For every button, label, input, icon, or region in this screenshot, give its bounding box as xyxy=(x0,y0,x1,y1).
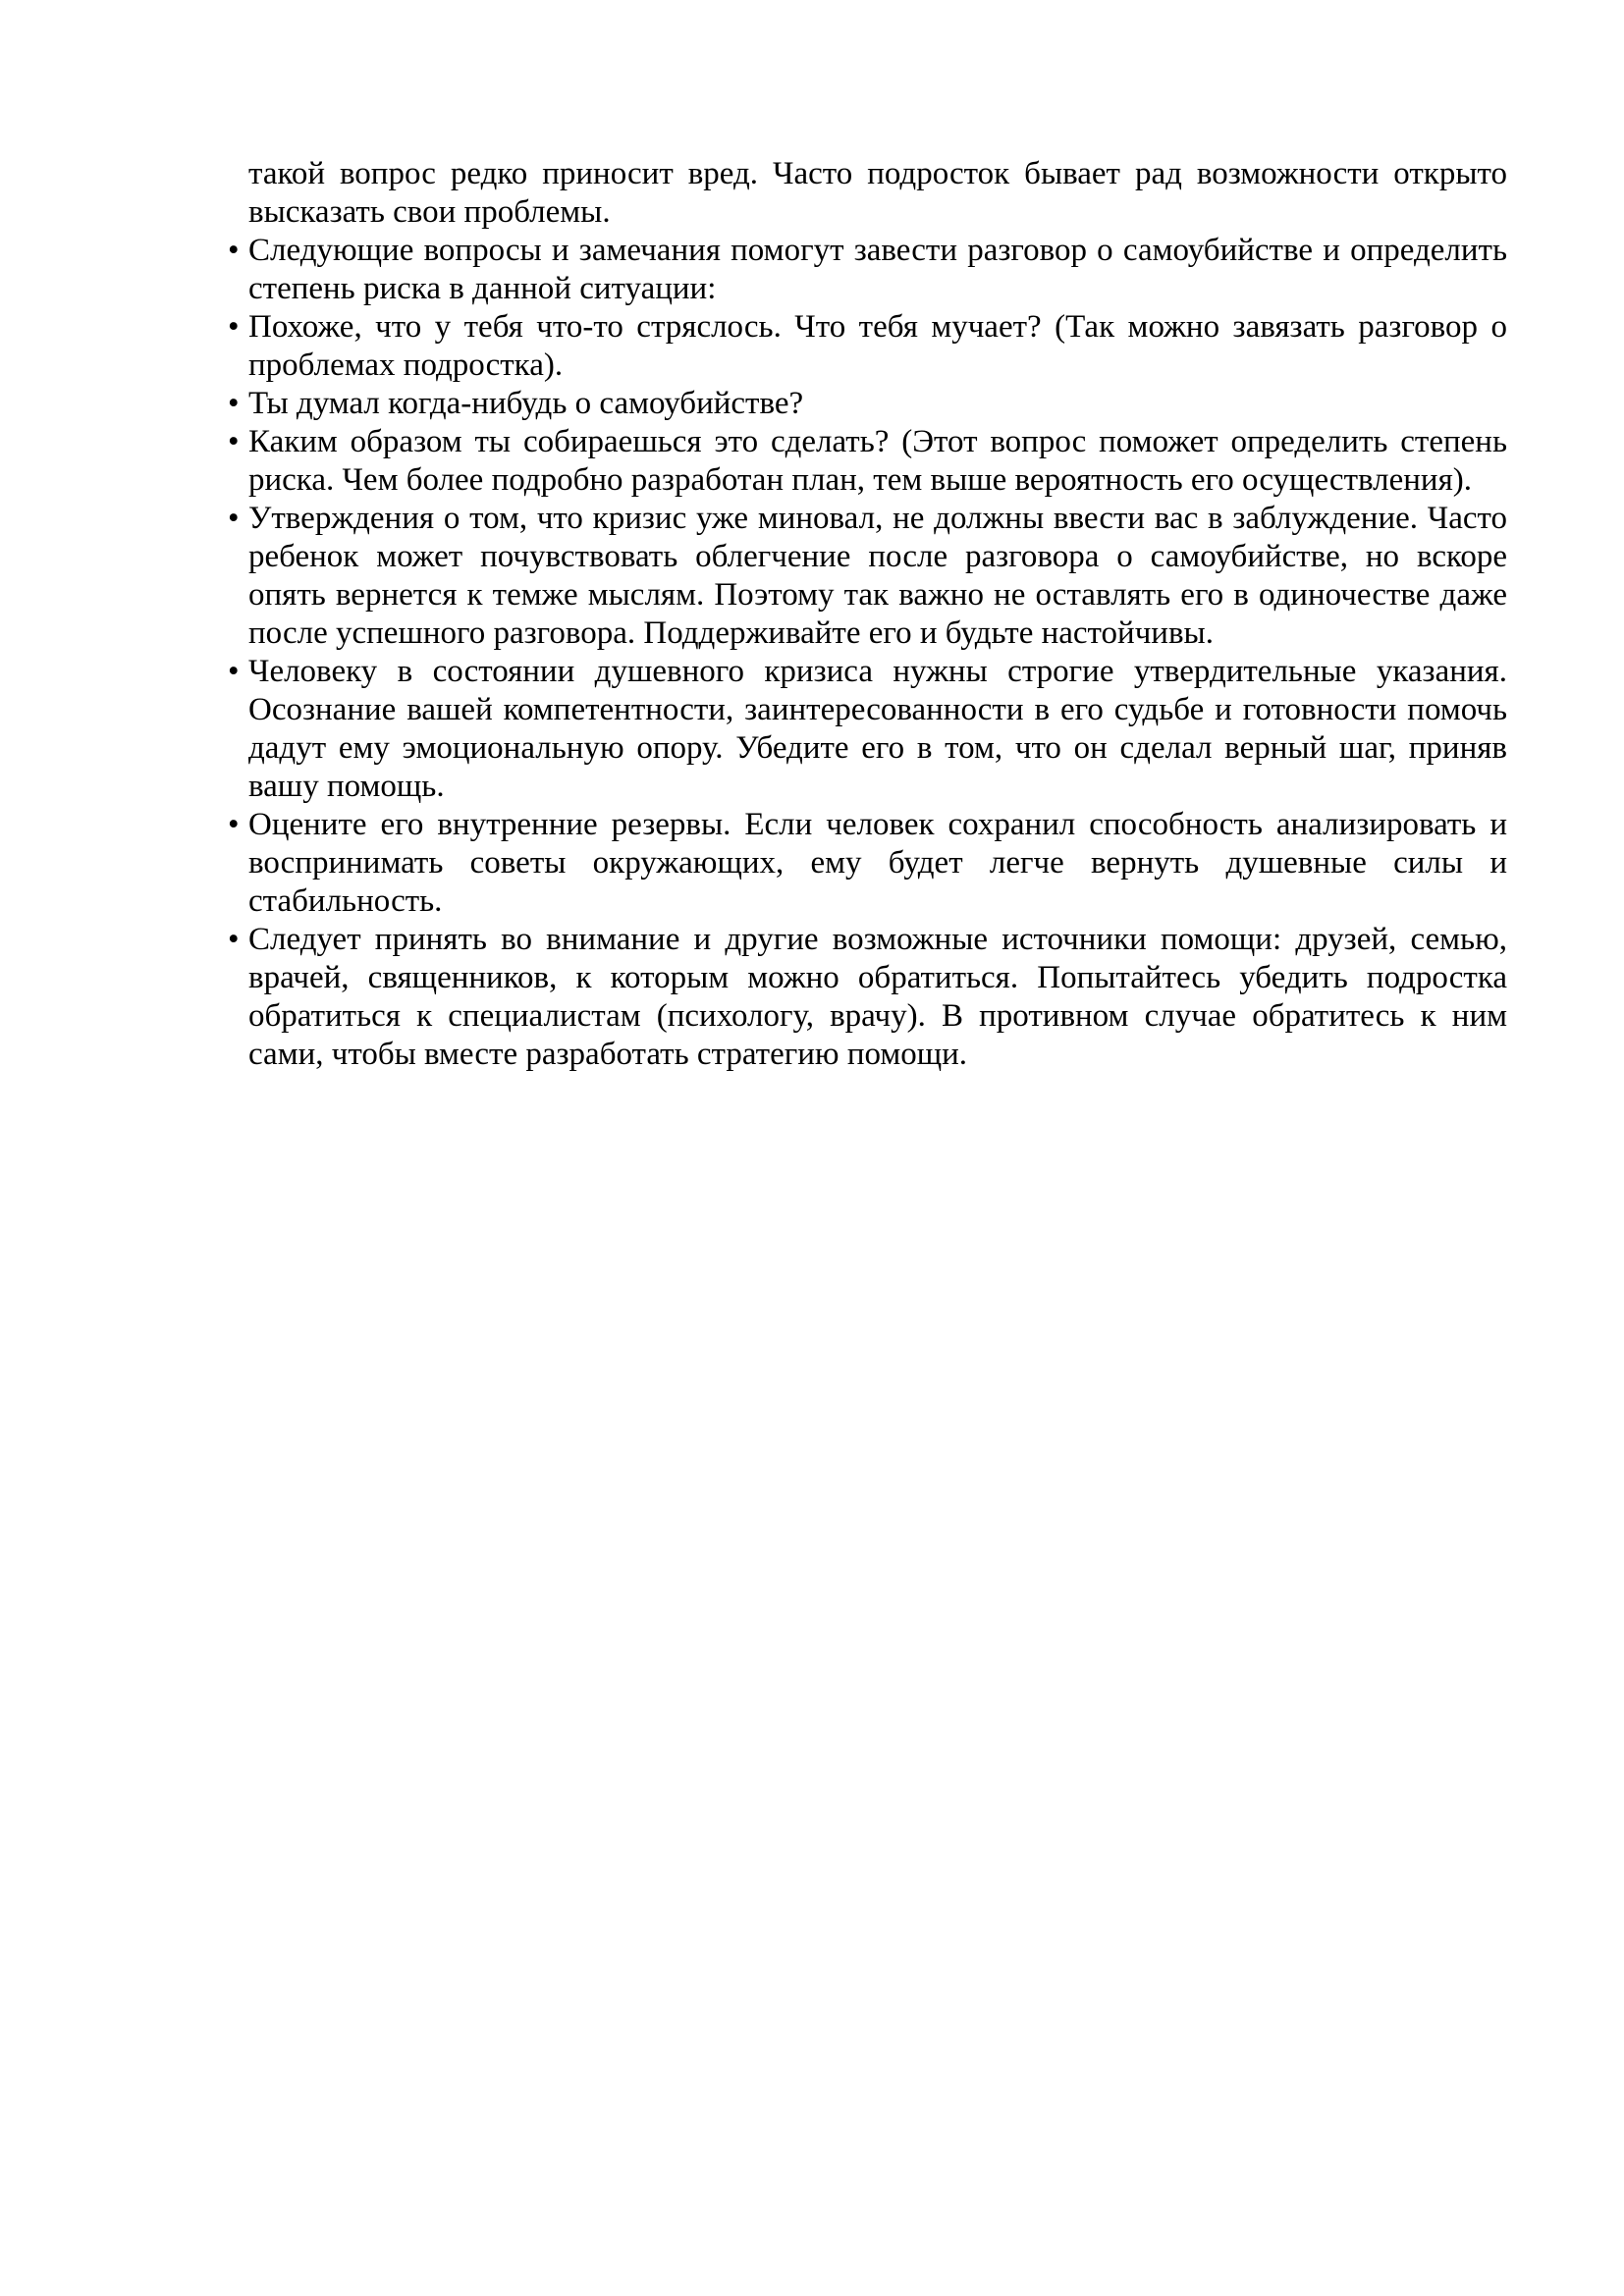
document-text-block xyxy=(228,155,1507,1074)
bullet-item xyxy=(228,921,1507,1074)
bullet-icon: • xyxy=(228,233,240,268)
bullet-icon: • xyxy=(228,424,240,459)
bullet-item-text: Следующие вопросы и замечания помогут завести разговор о самоубийстве и определить степень риска в данной ситуации: xyxy=(248,233,1507,306)
bullet-icon: • xyxy=(228,309,240,345)
bullet-icon: • xyxy=(228,501,240,536)
continuation-paragraph: такой вопрос редко приносит вред. Часто подросток бывает рад возможности открыто высказать свои проблемы. xyxy=(248,156,1507,230)
bullet-item-text: Похоже, что у тебя что-то стряслось. Что тебя мучает? (Так можно завязать разговор о проблемах подростка). xyxy=(248,309,1507,383)
bullet-icon: • xyxy=(228,386,240,421)
bullet-item-text: Утверждения о том, что кризис уже миновал, не должны ввести вас в заблуждение. Часто ребенок может почувствовать облегчение после разговора о самоубийстве, но вскоре опять вернется к темже мыслям. Поэтому так важно не оставлять его в одиночестве даже после успешного разговора. Поддерживайте его и будьте настойчивы. xyxy=(248,501,1507,651)
bullet-item xyxy=(228,385,1507,423)
bullet-item xyxy=(228,806,1507,921)
bullet-item xyxy=(228,500,1507,653)
bullet-icon: • xyxy=(228,654,240,689)
bullet-item xyxy=(228,653,1507,806)
bullet-item-text: Следует принять во внимание и другие возможные источники помощи: друзей, семью, врачей, священников, к которым можно обратиться. Попытайтесь убедить подростка обратиться к специалистам (психологу, врачу). В противном случае обратитесь к ним сами, чтобы вместе разработать стратегию помощи. xyxy=(248,922,1507,1072)
bullet-item-text: Оцените его внутренние резервы. Если человек сохранил способность анализировать и воспринимать советы окружающих, ему будет легче вернуть душевные силы и стабильность. xyxy=(248,807,1507,919)
bullet-item xyxy=(228,232,1507,308)
bullet-item-text: Человеку в состоянии душевного кризиса нужны строгие утвердительные указания. Осознание вашей компетентности, заинтересованности в его судьбе и готовности помочь дадут ему эмоциональную опору. Убедите его в том, что он сделал верный шаг, приняв вашу помощь. xyxy=(248,654,1507,804)
bullet-icon: • xyxy=(228,922,240,957)
bullet-item-text: Ты думал когда-нибудь о самоубийстве? xyxy=(248,386,804,421)
bullet-item-text: Каким образом ты собираешься это сделать? (Этот вопрос поможет определить степень риска. Чем более подробно разработан план, тем выше вероятность его осуществления). xyxy=(248,424,1507,498)
bullet-item xyxy=(228,423,1507,500)
bullet-list xyxy=(228,232,1507,1074)
bullet-icon: • xyxy=(228,807,240,842)
bullet-item xyxy=(228,308,1507,385)
